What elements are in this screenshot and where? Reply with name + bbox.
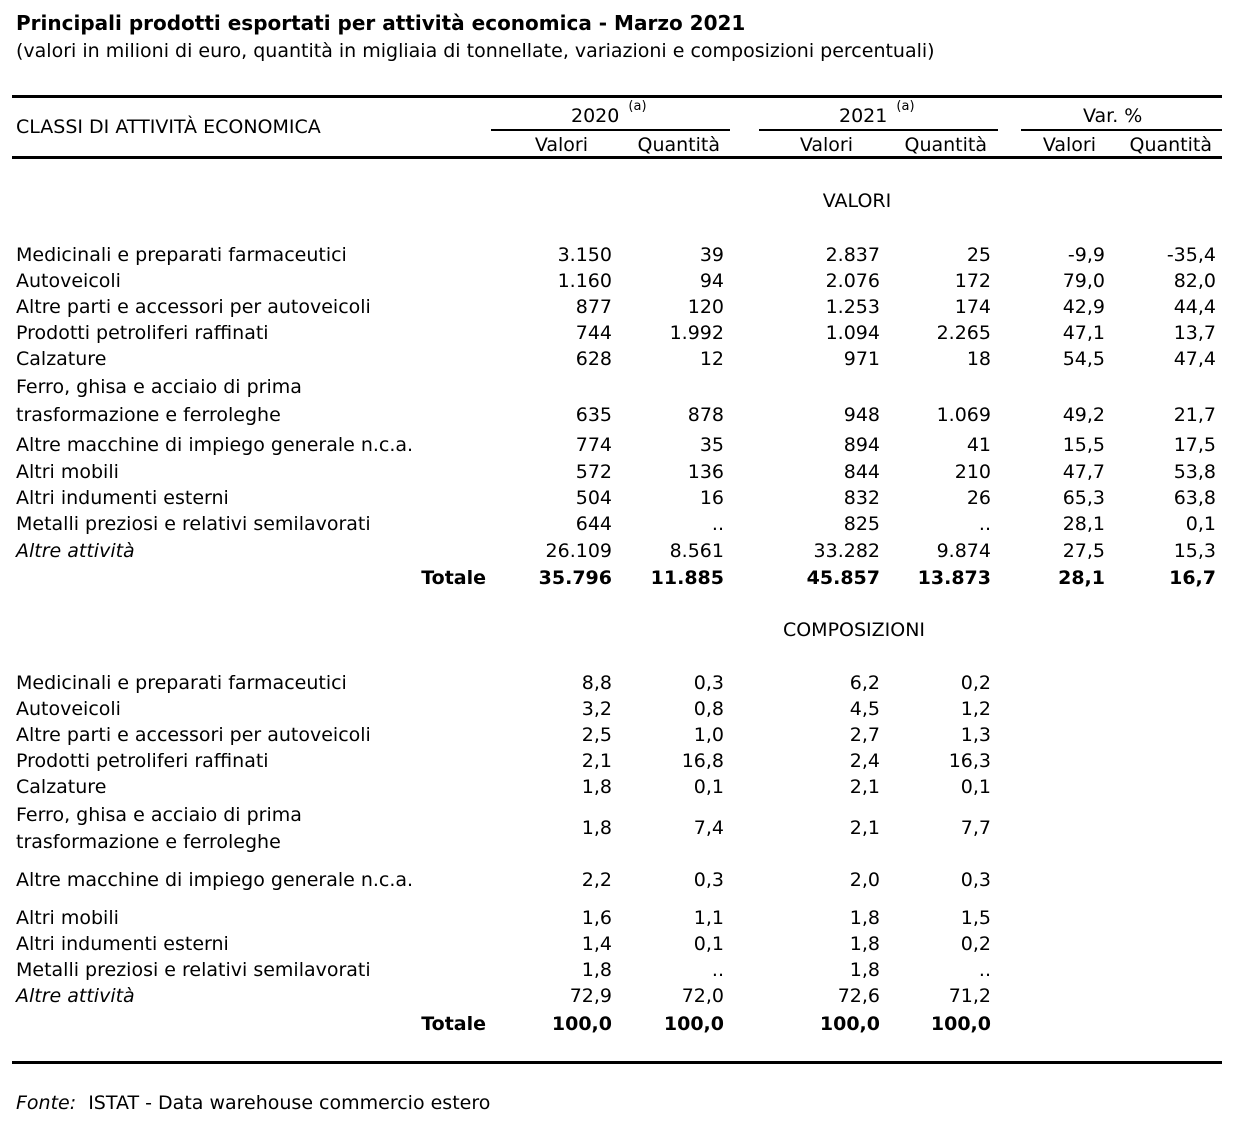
row-label-continued: trasformazione e ferroleghe: [16, 831, 281, 853]
cell-value: 27,5: [1062, 540, 1105, 562]
cell-value: 1,3: [960, 724, 991, 746]
row-label: Prodotti petroliferi raffinati: [16, 322, 269, 344]
subcol-2021-quantita: Quantità: [904, 134, 987, 156]
cell-value: 825: [843, 513, 880, 535]
cell-value: 0,3: [693, 869, 724, 891]
total-label: Totale: [421, 1013, 486, 1035]
source-note: [16, 1092, 490, 1114]
total-value: 11.885: [650, 567, 724, 589]
cell-value: 7,4: [693, 817, 724, 839]
cell-value: -35,4: [1166, 244, 1216, 266]
top-rule: [12, 95, 1222, 98]
cell-value: 878: [687, 404, 724, 426]
cell-value: ..: [711, 959, 724, 981]
cell-value: 1,8: [849, 907, 880, 929]
cell-value: 26: [966, 487, 991, 509]
cell-value: 49,2: [1062, 404, 1105, 426]
cell-value: 9.874: [936, 540, 991, 562]
cell-value: 12: [699, 348, 724, 370]
total-value: 100,0: [930, 1013, 991, 1035]
group-2020-label: 2020: [571, 105, 620, 127]
cell-value: 1.069: [936, 404, 991, 426]
row-header-label: CLASSI DI ATTIVITÀ ECONOMICA: [16, 116, 321, 138]
cell-value: 71,2: [948, 985, 991, 1007]
cell-value: 2,7: [849, 724, 880, 746]
row-label: Prodotti petroliferi raffinati: [16, 750, 269, 772]
cell-value: 0,3: [693, 672, 724, 694]
cell-value: 39: [699, 244, 724, 266]
cell-value: 1,5: [960, 907, 991, 929]
subcol-var-valori: Valori: [1042, 134, 1096, 156]
total-value: 28,1: [1058, 567, 1105, 589]
cell-value: 2.265: [936, 322, 991, 344]
total-value: 45.857: [806, 567, 880, 589]
cell-value: 4,5: [849, 698, 880, 720]
cell-value: 8.561: [669, 540, 724, 562]
row-label: Altre parti e accessori per autoveicoli: [16, 724, 371, 746]
cell-value: 72,6: [837, 985, 880, 1007]
cell-value: 0,8: [693, 698, 724, 720]
cell-value: 15,3: [1173, 540, 1216, 562]
section-title-valori: VALORI: [822, 190, 892, 212]
row-label: Altre parti e accessori per autoveicoli: [16, 296, 371, 318]
group-header-2021: [839, 99, 915, 127]
cell-value: 25: [966, 244, 991, 266]
cell-value: 0,1: [693, 933, 724, 955]
cell-value: 2,0: [849, 869, 880, 891]
section-title-composizioni: COMPOSIZIONI: [782, 619, 926, 641]
cell-value: 47,4: [1173, 348, 1216, 370]
cell-value: 3.150: [557, 244, 612, 266]
cell-value: 13,7: [1173, 322, 1216, 344]
cell-value: 1,8: [849, 959, 880, 981]
cell-value: 35: [699, 434, 724, 456]
subcol-2021-valori: Valori: [799, 134, 853, 156]
cell-value: 15,5: [1062, 434, 1105, 456]
cell-value: 1,0: [693, 724, 724, 746]
cell-value: 6,2: [849, 672, 880, 694]
group-header-var: Var. %: [1083, 105, 1143, 127]
cell-value: 1,8: [581, 776, 612, 798]
cell-value: 82,0: [1173, 270, 1216, 292]
cell-value: 26.109: [545, 540, 612, 562]
table-subtitle: (valori in milioni di euro, quantità in migliaia di tonnellate, variazioni e composizioni percentuali): [16, 40, 935, 62]
cell-value: 47,7: [1062, 461, 1105, 483]
cell-value: 3,2: [581, 698, 612, 720]
row-label: Autoveicoli: [16, 270, 121, 292]
table-title: Principali prodotti esportati per attività economica - Marzo 2021: [16, 11, 746, 35]
cell-value: 7,7: [960, 817, 991, 839]
cell-value: 1.992: [669, 322, 724, 344]
cell-value: ..: [711, 513, 724, 535]
subcol-2020-valori: Valori: [534, 134, 588, 156]
cell-value: 1,2: [960, 698, 991, 720]
cell-value: 1,6: [581, 907, 612, 929]
cell-value: 54,5: [1062, 348, 1105, 370]
cell-value: 210: [954, 461, 991, 483]
total-label: Totale: [421, 567, 486, 589]
cell-value: 2,5: [581, 724, 612, 746]
cell-value: 2,1: [849, 817, 880, 839]
cell-value: 8,8: [581, 672, 612, 694]
cell-value: 2,2: [581, 869, 612, 891]
cell-value: 1,8: [849, 933, 880, 955]
cell-value: 2,4: [849, 750, 880, 772]
cell-value: 0,1: [1185, 513, 1216, 535]
cell-value: 0,3: [960, 869, 991, 891]
row-label: Medicinali e preparati farmaceutici: [16, 672, 347, 694]
cell-value: 832: [843, 487, 880, 509]
row-label: Calzature: [16, 348, 107, 370]
row-label: Altre macchine di impiego generale n.c.a.: [16, 434, 414, 456]
group-2021-note: (a): [896, 99, 915, 114]
cell-value: 18: [966, 348, 991, 370]
total-value: 100,0: [663, 1013, 724, 1035]
cell-value: 16: [699, 487, 724, 509]
cell-value: 1,8: [581, 817, 612, 839]
row-label: Altre attività: [16, 540, 135, 562]
total-value: 16,7: [1169, 567, 1216, 589]
cell-value: 2,1: [581, 750, 612, 772]
cell-value: 120: [687, 296, 724, 318]
cell-value: 16,8: [681, 750, 724, 772]
cell-value: 53,8: [1173, 461, 1216, 483]
row-label: Ferro, ghisa e acciaio di prima: [16, 376, 302, 398]
cell-value: 1.160: [557, 270, 612, 292]
bottom-rule: [12, 1061, 1222, 1064]
cell-value: 744: [575, 322, 612, 344]
group-rule-2020: [491, 129, 730, 131]
cell-value: 2,1: [849, 776, 880, 798]
cell-value: -9,9: [1067, 244, 1105, 266]
cell-value: 628: [575, 348, 612, 370]
total-value: 13.873: [917, 567, 991, 589]
row-label: Ferro, ghisa e acciaio di prima: [16, 804, 302, 826]
cell-value: 0,1: [960, 776, 991, 798]
cell-value: ..: [978, 959, 991, 981]
row-label: Metalli preziosi e relativi semilavorati: [16, 959, 371, 981]
cell-value: 1.094: [825, 322, 880, 344]
source-text: ISTAT - Data warehouse commercio estero: [88, 1092, 491, 1114]
cell-value: 44,4: [1173, 296, 1216, 318]
cell-value: 79,0: [1062, 270, 1105, 292]
cell-value: 172: [954, 270, 991, 292]
row-label: Metalli preziosi e relativi semilavorati: [16, 513, 371, 535]
cell-value: 72,9: [569, 985, 612, 1007]
row-label: Altri mobili: [16, 907, 119, 929]
cell-value: 65,3: [1062, 487, 1105, 509]
cell-value: 894: [843, 434, 880, 456]
cell-value: 0,2: [960, 672, 991, 694]
row-label: Altri indumenti esterni: [16, 487, 229, 509]
cell-value: 2.837: [825, 244, 880, 266]
cell-value: 174: [954, 296, 991, 318]
cell-value: 1,1: [693, 907, 724, 929]
cell-value: 1,4: [581, 933, 612, 955]
cell-value: 33.282: [813, 540, 880, 562]
cell-value: 28,1: [1062, 513, 1105, 535]
row-label-continued: trasformazione e ferroleghe: [16, 404, 281, 426]
cell-value: 635: [575, 404, 612, 426]
cell-value: 63,8: [1173, 487, 1216, 509]
group-header-2020: [571, 99, 647, 127]
subcol-2020-quantita: Quantità: [637, 134, 720, 156]
row-label: Altri mobili: [16, 461, 119, 483]
total-value: 100,0: [819, 1013, 880, 1035]
row-label: Calzature: [16, 776, 107, 798]
subcol-var-quantita: Quantità: [1129, 134, 1212, 156]
cell-value: 0,1: [693, 776, 724, 798]
group-rule-var: [1021, 129, 1222, 131]
total-value: 35.796: [538, 567, 612, 589]
cell-value: 2.076: [825, 270, 880, 292]
cell-value: ..: [978, 513, 991, 535]
cell-value: 72,0: [681, 985, 724, 1007]
cell-value: 16,3: [948, 750, 991, 772]
cell-value: 47,1: [1062, 322, 1105, 344]
cell-value: 948: [843, 404, 880, 426]
cell-value: 877: [575, 296, 612, 318]
total-value: 100,0: [551, 1013, 612, 1035]
group-rule-2021: [759, 129, 998, 131]
cell-value: 572: [575, 461, 612, 483]
cell-value: 41: [966, 434, 991, 456]
cell-value: 94: [699, 270, 724, 292]
cell-value: 774: [575, 434, 612, 456]
cell-value: 844: [843, 461, 880, 483]
cell-value: 1.253: [825, 296, 880, 318]
source-label: Fonte:: [16, 1092, 77, 1114]
group-2021-label: 2021: [839, 105, 888, 127]
cell-value: 21,7: [1173, 404, 1216, 426]
cell-value: 971: [843, 348, 880, 370]
cell-value: 504: [575, 487, 612, 509]
cell-value: 17,5: [1173, 434, 1216, 456]
row-label: Altre macchine di impiego generale n.c.a.: [16, 869, 414, 891]
cell-value: 42,9: [1062, 296, 1105, 318]
cell-value: 1,8: [581, 959, 612, 981]
header-bottom-rule: [12, 156, 1222, 159]
cell-value: 0,2: [960, 933, 991, 955]
group-2020-note: (a): [628, 99, 647, 114]
cell-value: 644: [575, 513, 612, 535]
row-label: Altre attività: [16, 985, 135, 1007]
row-label: Altri indumenti esterni: [16, 933, 229, 955]
cell-value: 136: [687, 461, 724, 483]
row-label: Medicinali e preparati farmaceutici: [16, 244, 347, 266]
row-label: Autoveicoli: [16, 698, 121, 720]
